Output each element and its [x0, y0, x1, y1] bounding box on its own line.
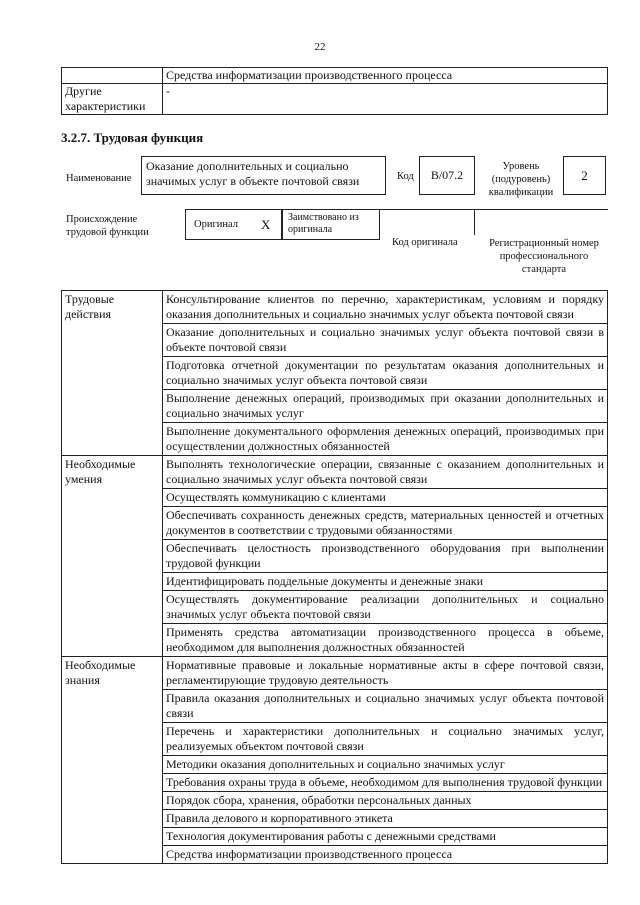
list-item: Применять средства автоматизации производственного процесса в объеме, необходимом для выполнения должностных обязанностей: [163, 624, 608, 657]
level-label: Уровень (подуровень) квалификации: [488, 161, 554, 198]
list-item: Консультирование клиентов по перечню, характеристикам, условиям и порядку оказания дополнительных и социально значимых услуг объекта почтовой связи: [163, 291, 608, 324]
list-item: Выполнение денежных операций, производимых при оказании дополнительных и социально значимых услуг: [163, 390, 608, 423]
list-item: Технология документирования работы с денежными средствами: [163, 828, 608, 846]
list-item: Осуществлять документирование реализации дополнительных и социально значимых услуг объекта почтовой связи: [163, 591, 608, 624]
origin-label: Происхождение трудовой функции: [66, 214, 149, 238]
list-item: Выполнение документального оформления денежных операций, производимых при осуществлении должностных обязанностей: [163, 423, 608, 456]
name-value: Оказание дополнительных и социально значимых услуг в объекте почтовой связи: [141, 156, 386, 195]
table-row: [62, 657, 608, 690]
group-label: Необходимые умения: [62, 456, 163, 657]
code-label: Код: [397, 171, 414, 182]
list-item: Требования охраны труда в объеме, необходимом для выполнения трудовой функции: [163, 774, 608, 792]
list-item: Осуществлять коммуникацию с клиентами: [163, 489, 608, 507]
list-item: Выполнять технологические операции, связанные с оказанием дополнительных и социально значимых услуг объекта почтовой связи: [163, 456, 608, 489]
continuation-table: [61, 67, 608, 115]
section-heading: 3.2.7. Трудовая функция: [61, 130, 204, 145]
table-row: [62, 291, 608, 324]
list-item: Перечень и характеристики дополнительных и социально значимых услуг, реализуемых объектом почтовой связи: [163, 723, 608, 756]
borrowed-cell: [282, 209, 379, 240]
list-item: Подготовка отчетной документации по результатам оказания дополнительных и социально значимых услуг объекта почтовой связи: [163, 357, 608, 390]
list-item: Идентифицировать поддельные документы и денежные знаки: [163, 573, 608, 591]
group-label: Необходимые знания: [62, 657, 163, 864]
code-value: B/07.2: [419, 156, 475, 195]
level-value: 2: [563, 156, 606, 195]
origin-top-line: [379, 209, 608, 210]
list-item: Средства информатизации производственного процесса: [163, 846, 608, 864]
code-original-label: Код оригинала: [392, 237, 458, 248]
table-row: [62, 84, 608, 115]
list-item: Порядок сбора, хранения, обработки персональных данных: [163, 792, 608, 810]
list-item: Обеспечивать сохранность денежных средств, материальных ценностей и отчетных документов в соответствии с трудовыми обязанностями: [163, 507, 608, 540]
table-row: [62, 68, 608, 84]
list-item: Обеспечивать целостность производственного оборудования при выполнении трудовой функции: [163, 540, 608, 573]
row-value: Средства информатизации производственного процесса: [163, 68, 608, 84]
list-item: Правила делового и корпоративного этикета: [163, 810, 608, 828]
borrowed-label: Заимствовано из оригинала: [288, 212, 359, 235]
row-label: Другие характеристики: [62, 84, 163, 115]
original-cell: [185, 209, 282, 240]
row-label: [62, 68, 163, 84]
name-label: Наименование: [66, 173, 132, 184]
reg-number-label: Регистрационный номер профессионального стандарта: [489, 238, 599, 275]
original-label: Оригинал: [194, 219, 238, 230]
labor-function-table: [61, 290, 608, 864]
original-mark: X: [261, 217, 271, 232]
table-row: [62, 456, 608, 489]
page-number: 22: [314, 41, 326, 53]
list-item: Правила оказания дополнительных и социально значимых услуг объекта почтовой связи: [163, 690, 608, 723]
list-item: Методики оказания дополнительных и социально значимых услуг: [163, 756, 608, 774]
origin-divider: [379, 209, 380, 240]
row-value: -: [163, 84, 608, 115]
list-item: Оказание дополнительных и социально значимых услуг объекта почтовой связи в объекте почтовой связи: [163, 324, 608, 357]
origin-divider: [474, 209, 475, 235]
list-item: Нормативные правовые и локальные нормативные акты в сфере почтовой связи, регламентирующие трудовую деятельность: [163, 657, 608, 690]
group-label: Трудовые действия: [62, 291, 163, 456]
